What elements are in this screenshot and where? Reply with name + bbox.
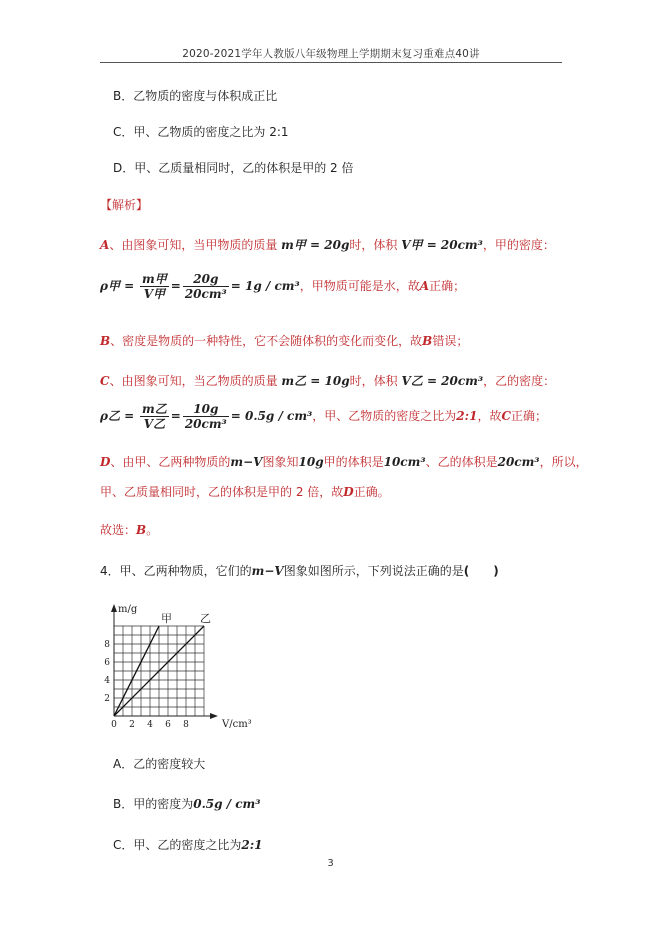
x-tick-label: 8 [183, 720, 189, 730]
analysis-a-line1: A、由图象可知，当甲物质的质量 m甲 = 20g时，体积 V甲 = 20cm³，甲的密度： [100, 238, 555, 252]
analysis-a-mass: m甲 = 20g [281, 238, 350, 252]
analysis-b-line: B、密度是物质的一种特性，它不会随体积的变化而变化，故B错误； [100, 334, 469, 348]
q3-option-d: D．甲、乙质量相同时，乙的体积是甲的 2 倍 [113, 161, 354, 175]
x-axis-label: V/cm³ [222, 719, 252, 730]
analysis-c-formula: ρ乙 = $\frac{\text{m乙}}{\text{V乙}}$ = $\frac{10g}{\text{20cm³}}$ = 0.5g / cm³，甲、乙物质的密度之比为2:1，故C正确； [100, 402, 548, 431]
x-tick-label: 0 [111, 720, 117, 730]
q3-option-b: B．乙物质的密度与体积成正比 [113, 89, 278, 103]
q3-option-c: C．甲、乙物质的密度之比为 2:1 [113, 125, 289, 139]
y-tick-label: 6 [104, 658, 110, 668]
header-divider [100, 62, 562, 63]
analysis-heading: 【解析】 [100, 198, 149, 212]
q4-option-a: A．乙的密度较大 [113, 757, 206, 771]
analysis-d-line1: D、由甲、乙两种物质的m−V图象知10g甲的体积是10cm³、乙的体积是20cm³，所以， [100, 455, 588, 469]
page-header: 2020-2021学年人教版八年级物理上学期期末复习重难点40讲 [182, 48, 480, 60]
analysis-c-line1: C、由图象可知，当乙物质的质量 m乙 = 10g时，体积 V乙 = 20cm³，乙的密度： [100, 374, 556, 388]
series-label-0: 甲 [161, 612, 172, 625]
fraction-m-over-v-yi: $\frac{\text{m乙}}{\text{V乙}}$ [142, 402, 167, 431]
fraction-10g-over-20cm3: $\frac{10g}{\text{20cm³}}$ [184, 402, 227, 431]
fraction-m-over-v-jia: $\frac{\text{m甲}}{\text{V甲}}$ [142, 272, 167, 301]
q4-option-c: C．甲、乙的密度之比为2:1 [113, 838, 263, 852]
mass-volume-chart [96, 600, 256, 740]
y-axis-arrow [111, 604, 117, 612]
x-tick-label: 6 [165, 720, 171, 730]
answer-line: 故选：B。 [100, 523, 159, 537]
analysis-d-line2: 甲、乙质量相同时，乙的体积是甲的 2 倍，故D正确。 [100, 485, 390, 499]
y-tick-label: 2 [104, 694, 110, 704]
x-tick-label: 4 [147, 720, 153, 730]
analysis-a-volume: V甲 = 20cm³ [401, 238, 483, 252]
fraction-20g-over-20cm3: $\frac{20g}{\text{20cm³}}$ [184, 272, 227, 301]
q4-option-b: B．甲的密度为0.5g / cm³ [113, 797, 261, 811]
q4-stem: 4．甲、乙两种物质，它们的m−V图象如图所示，下列说法正确的是( ) [100, 564, 499, 578]
y-axis-label: m/g [118, 604, 138, 615]
x-tick-label: 2 [129, 720, 135, 730]
analysis-a-formula: ρ甲 = $\frac{\text{m甲}}{\text{V甲}}$ = $\frac{20g}{\text{20cm³}}$ = 1g / cm³，甲物质可能是水，故A正确； [100, 272, 466, 301]
x-axis-arrow [210, 713, 218, 719]
series-label-1: 乙 [200, 612, 211, 625]
y-tick-label: 4 [104, 676, 110, 686]
analysis-a-letter: A [100, 238, 110, 252]
y-tick-label: 8 [104, 640, 110, 650]
page-number: 3 [327, 858, 334, 869]
